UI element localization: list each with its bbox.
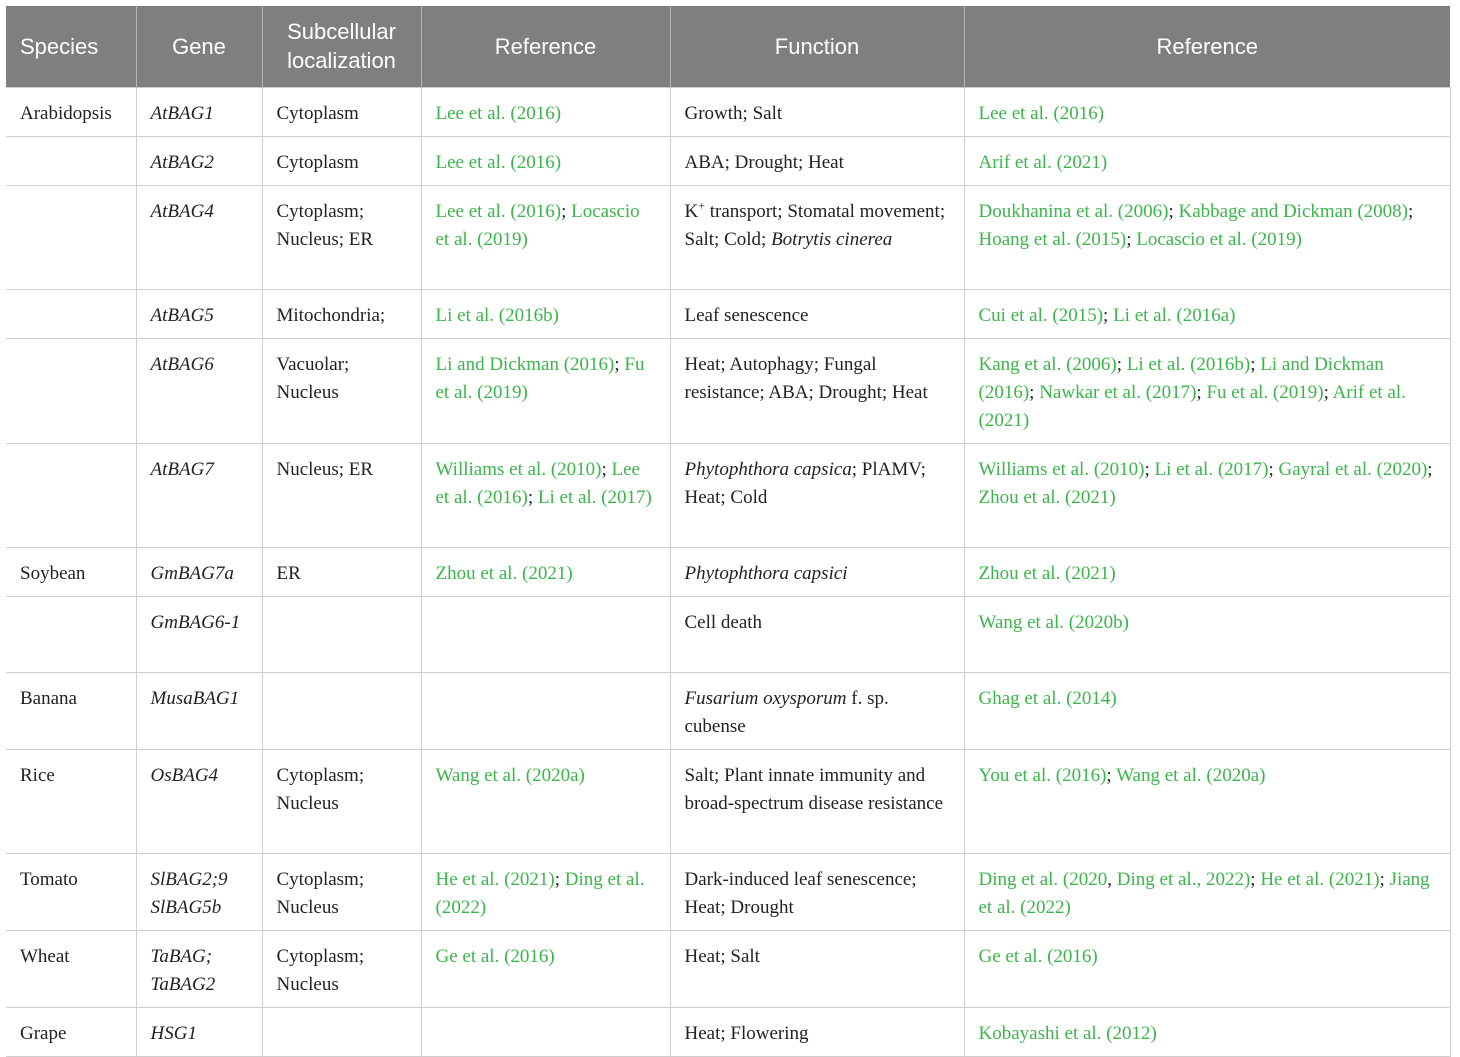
table-row [6,547,1450,596]
localization-cell: Cytoplasm [262,87,421,136]
function-cell [670,547,964,596]
function-text: Salt; Plant innate immunity and broad-spectrum disease resistance [684,764,944,814]
function-reference-cell [964,853,1450,930]
gene-cell: AtBAG6 [136,338,262,443]
separator: ; [1106,764,1117,786]
reference-link[interactable]: Kabbage and Dickman (2008) [1178,200,1408,222]
reference-link[interactable]: Li and Dickman (2016) [435,353,615,375]
function-cell [670,853,964,930]
function-cell [670,289,964,338]
table-row [6,87,1450,136]
species-cell: Grape [6,1007,136,1056]
localization-reference-cell [421,547,670,596]
species-cell: Rice [6,749,136,853]
reference-link[interactable]: Li et al. (2016b) [1126,353,1251,375]
reference-link[interactable]: Lee et al. (2016) [435,151,562,173]
localization-reference-cell [421,930,670,1007]
species-cell: Tomato [6,853,136,930]
reference-link[interactable]: Gayral et al. (2020) [1278,458,1428,480]
function-reference-cell [964,930,1450,1007]
header-function-reference: Reference [964,6,1450,87]
reference-link[interactable]: Zhou et al. (2021) [978,486,1116,508]
header-species: Species [6,6,136,87]
table-row [6,136,1450,185]
gene-cell: SlBAG2;9 SlBAG5b [136,853,262,930]
function-text: Phytophthora capsici [684,562,848,584]
function-cell [670,749,964,853]
function-reference-cell [964,136,1450,185]
localization-reference-cell [421,672,670,749]
species-cell [6,289,136,338]
reference-link[interactable]: Li and Dickman (2016) [978,353,1384,403]
separator: ; [561,200,572,222]
reference-link[interactable]: Ge et al. (2016) [978,945,1098,967]
function-cell [670,930,964,1007]
reference-link[interactable]: Kobayashi et al. (2012) [978,1022,1157,1044]
reference-link[interactable]: Kang et al. (2006) [978,353,1117,375]
function-reference-cell [964,749,1450,853]
reference-link[interactable]: Locascio et al. (2019) [1136,228,1302,250]
gene-cell: AtBAG2 [136,136,262,185]
table-row [6,289,1450,338]
reference-link[interactable]: Locascio et al. (2019) [435,200,640,250]
localization-cell: Cytoplasm [262,136,421,185]
separator: ; [527,486,538,508]
function-cell [670,672,964,749]
reference-link[interactable]: Lee et al. (2016) [435,200,562,222]
reference-link[interactable]: Zhou et al. (2021) [435,562,573,584]
function-cell [670,443,964,547]
table-body [6,87,1450,1056]
function-cell [670,1007,964,1056]
reference-link[interactable]: Fu et al. (2019) [1206,381,1324,403]
separator: ; [1196,381,1207,403]
reference-link[interactable]: Ge et al. (2016) [435,945,555,967]
species-cell: Arabidopsis [6,87,136,136]
species-cell: Banana [6,672,136,749]
function-text: Heat; Autophagy; Fungal resistance; ABA; Drought; Heat [684,353,928,403]
reference-link[interactable]: Wang et al. (2020a) [1116,764,1266,786]
species-cell: Wheat [6,930,136,1007]
function-cell [670,338,964,443]
table-row [6,930,1450,1007]
function-reference-cell [964,87,1450,136]
reference-link[interactable]: Lee et al. (2016) [978,102,1105,124]
function-text: Fusarium oxysporum [684,687,847,709]
table-row [6,1007,1450,1056]
reference-link[interactable]: He et al. (2021) [1260,868,1380,890]
localization-cell: Nucleus; ER [262,443,421,547]
reference-link[interactable]: Ding et al., 2022) [1116,868,1251,890]
species-cell: Soybean [6,547,136,596]
separator: ; [1427,458,1433,480]
separator: ; [1144,458,1155,480]
reference-link[interactable]: Hoang et al. (2015) [978,228,1127,250]
localization-reference-cell [421,185,670,289]
localization-cell [262,1007,421,1056]
gene-cell: TaBAG; TaBAG2 [136,930,262,1007]
function-text: Heat; Salt [684,945,760,967]
localization-reference-cell [421,749,670,853]
separator: ; [554,868,565,890]
gene-cell: AtBAG4 [136,185,262,289]
separator: ; [614,353,625,375]
reference-link[interactable]: Li et al. (2017) [1154,458,1269,480]
reference-link[interactable]: Zhou et al. (2021) [978,562,1116,584]
gene-cell: AtBAG7 [136,443,262,547]
localization-reference-cell [421,87,670,136]
localization-reference-cell [421,853,670,930]
reference-link[interactable]: He et al. (2021) [435,868,555,890]
gene-cell: GmBAG7a [136,547,262,596]
separator: ; [1323,381,1333,403]
function-text: Cell death [684,611,763,633]
reference-link[interactable]: Li et al. (2016a) [1113,304,1236,326]
reference-link[interactable]: Williams et al. (2010) [978,458,1145,480]
separator: ; [1250,353,1261,375]
function-text: Heat; Flowering [684,1022,809,1044]
localization-cell: Cytoplasm; Nucleus [262,930,421,1007]
gene-cell: AtBAG5 [136,289,262,338]
function-text: K [684,200,699,222]
table-row [6,853,1450,930]
gene-cell: MusaBAG1 [136,672,262,749]
function-reference-cell [964,338,1450,443]
reference-link[interactable]: Arif et al. (2021) [978,381,1406,431]
separator: ; [1029,381,1040,403]
localization-cell: Cytoplasm; Nucleus; ER [262,185,421,289]
function-reference-cell [964,596,1450,672]
species-cell [6,338,136,443]
localization-cell: Vacuolar; Nucleus [262,338,421,443]
table-row [6,596,1450,672]
gene-cell: HSG1 [136,1007,262,1056]
reference-link[interactable]: Li et al. (2016b) [435,304,559,326]
function-text: f. sp. cubense [684,687,889,737]
header-function: Function [670,6,964,87]
function-text: Growth; Salt [684,102,783,124]
separator: ; [1250,868,1261,890]
localization-cell: Mitochondria; [262,289,421,338]
reference-link[interactable]: Fu et al. (2019) [435,353,645,403]
reference-link[interactable]: You et al. (2016) [978,764,1107,786]
species-cell [6,136,136,185]
gene-cell: AtBAG1 [136,87,262,136]
function-reference-cell [964,185,1450,289]
reference-link[interactable]: Arif et al. (2021) [978,151,1108,173]
reference-link[interactable]: Cui et al. (2015) [978,304,1104,326]
separator: ; [1408,200,1414,222]
function-reference-cell [964,672,1450,749]
separator: ; [601,458,612,480]
localization-cell [262,672,421,749]
reference-link[interactable]: Ding et al. (2022) [435,868,645,918]
separator: ; [1268,458,1279,480]
table-row [6,443,1450,547]
reference-link[interactable]: Williams et al. (2010) [435,458,602,480]
localization-reference-cell [421,338,670,443]
header-gene: Gene [136,6,262,87]
localization-cell: ER [262,547,421,596]
function-text: ABA; Drought; Heat [684,151,844,173]
function-cell [670,596,964,672]
localization-reference-cell [421,289,670,338]
separator: ; [1116,353,1127,375]
function-text: Botrytis cinerea [771,228,893,250]
function-text: Phytophthora capsica [684,458,852,480]
reference-link[interactable]: Ding et al. (2020 [978,868,1108,890]
localization-cell: Cytoplasm; Nucleus [262,749,421,853]
bag-gene-table [6,6,1451,1057]
function-reference-cell [964,547,1450,596]
function-reference-cell [964,289,1450,338]
localization-reference-cell [421,443,670,547]
gene-cell: OsBAG4 [136,749,262,853]
table-row [6,749,1450,853]
species-cell [6,443,136,547]
species-cell [6,596,136,672]
separator: ; [1379,868,1390,890]
function-cell [670,185,964,289]
localization-cell: Cytoplasm; Nucleus [262,853,421,930]
header-localization: Subcellular localization [262,6,421,87]
reference-link[interactable]: Lee et al. (2016) [435,102,562,124]
function-cell [670,87,964,136]
reference-link[interactable]: Wang et al. (2020b) [978,611,1129,633]
localization-reference-cell [421,1007,670,1056]
header-localization-reference: Reference [421,6,670,87]
localization-reference-cell [421,136,670,185]
header-row [6,6,1450,87]
reference-link[interactable]: Wang et al. (2020a) [435,764,585,786]
localization-reference-cell [421,596,670,672]
reference-link[interactable]: Li et al. (2017) [537,486,652,508]
function-text: Dark-induced leaf senescence; Heat; Drought [684,868,917,918]
function-reference-cell [964,1007,1450,1056]
gene-cell: GmBAG6-1 [136,596,262,672]
table-row [6,185,1450,289]
reference-link[interactable]: Nawkar et al. (2017) [1039,381,1197,403]
reference-link[interactable]: Ghag et al. (2014) [978,687,1117,709]
reference-link[interactable]: Jiang et al. (2022) [978,868,1430,918]
reference-link[interactable]: Lee et al. (2016) [435,458,640,508]
function-text: ; PlAMV; Heat; Cold [684,458,926,508]
separator: ; [1103,304,1114,326]
function-cell [670,136,964,185]
function-reference-cell [964,443,1450,547]
function-text: transport; Stomatal movement; Salt; Cold; [684,200,946,250]
separator: , [1107,868,1117,890]
table-row [6,338,1450,443]
separator: ; [1126,228,1137,250]
species-cell [6,185,136,289]
function-text: Leaf senescence [684,304,809,326]
function-text: + [698,198,706,213]
table-row [6,672,1450,749]
separator: ; [1168,200,1179,222]
reference-link[interactable]: Doukhanina et al. (2006) [978,200,1169,222]
localization-cell [262,596,421,672]
